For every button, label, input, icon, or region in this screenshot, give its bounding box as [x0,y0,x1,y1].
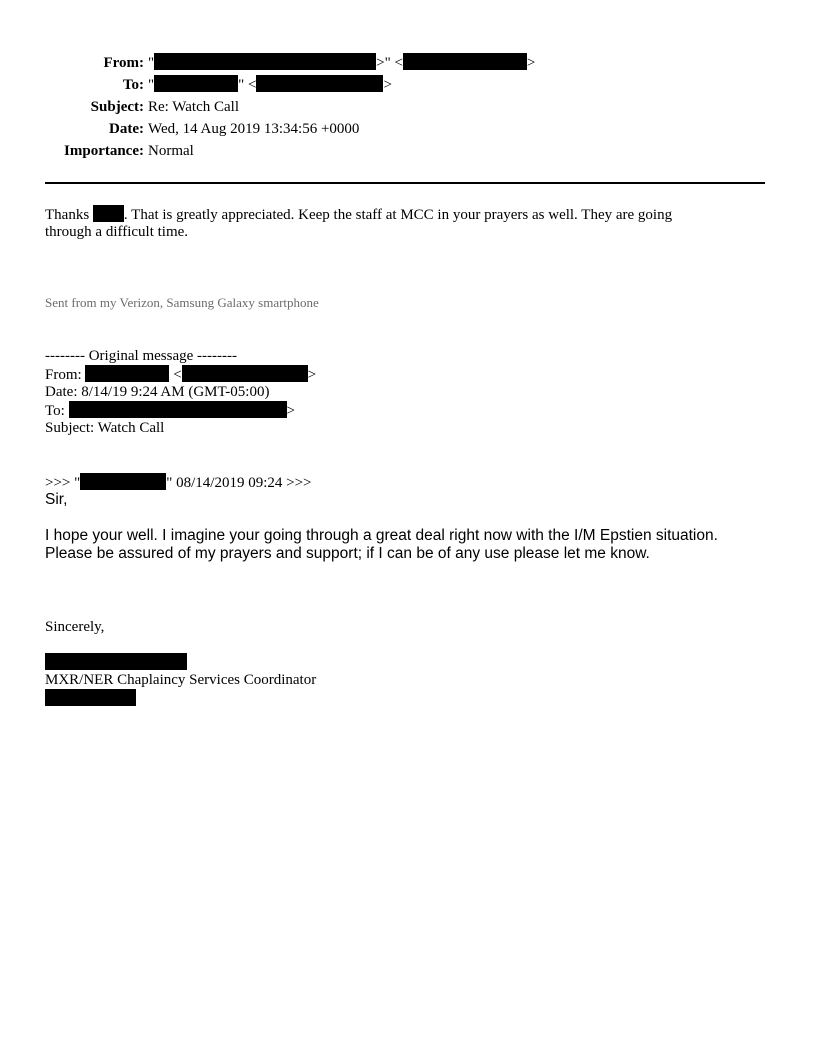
from-open-quote: " [148,55,155,71]
redacted-sender-email [403,53,527,70]
quote-end: " 08/14/2019 09:24 >>> [166,475,312,491]
signature-name-line [45,653,187,672]
signature-title: MXR/NER Chaplaincy Services Coordinator [45,672,317,688]
header-importance-row [0,141,194,161]
header-from-row [0,53,535,73]
original-from-label: From: [45,367,82,383]
header-subject-row [0,97,239,117]
redacted-signature-extra [45,689,136,706]
reply-line-1-rest: . That is greatly appreciated. Keep the staff at MCC in your prayers as well. They are going [123,207,673,223]
header-date-row [0,119,359,139]
quote-start: >>> " [45,475,81,491]
subject-label: Subject: [90,99,144,115]
original-to-label: To: [45,403,65,419]
from-label: From: [103,55,144,71]
importance-value: Normal [148,143,194,159]
original-from-mid: < [169,367,182,383]
signature-extra-line [45,689,136,708]
original-to-line [45,401,295,420]
redacted-signature-name [45,653,187,670]
redacted-sender-name [154,53,376,70]
to-label: To: [122,77,144,93]
redacted-quote-sender [80,473,166,490]
original-from-line [45,365,316,384]
reply-line-1 [45,205,672,224]
header-divider [45,182,765,184]
redacted-original-sender-email [182,365,308,382]
from-mid: >" < [376,55,403,71]
importance-label: Importance: [64,143,144,159]
from-close: > [526,55,536,71]
redacted-original-sender [85,365,169,382]
salutation: Sir, [45,491,68,508]
to-close: > [383,77,392,93]
to-value [144,75,392,95]
redacted-name [93,205,124,222]
original-separator: -------- Original message -------- [45,348,237,364]
message-body-line-2: Please be assured of my prayers and support; if I can be of any use please let me know. [45,545,650,562]
to-mid: " < [238,77,257,93]
closing: Sincerely, [45,619,105,635]
original-date-line: Date: 8/14/19 9:24 AM (GMT-05:00) [45,384,270,400]
from-value [144,53,535,73]
reply-thanks: Thanks [45,207,90,223]
to-open-quote: " [148,77,155,93]
header-to-row [0,75,392,95]
original-to-close: > [286,403,296,419]
date-value: Wed, 14 Aug 2019 13:34:56 +0000 [148,121,360,137]
subject-value: Re: Watch Call [148,99,239,115]
quote-header-line [45,473,312,492]
message-body-line-1: I hope your well. I imagine your going through a great deal right now with the I/M Epstien situation. [45,527,718,544]
mobile-signature: Sent from my Verizon, Samsung Galaxy smartphone [45,295,319,310]
date-label: Date: [109,121,144,137]
original-from-close: > [307,367,317,383]
redacted-recipient-email [256,75,383,92]
original-subject-line: Subject: Watch Call [45,420,165,436]
reply-line-2: through a difficult time. [45,224,189,240]
redacted-recipient-name [154,75,238,92]
redacted-original-recipient [69,401,287,418]
